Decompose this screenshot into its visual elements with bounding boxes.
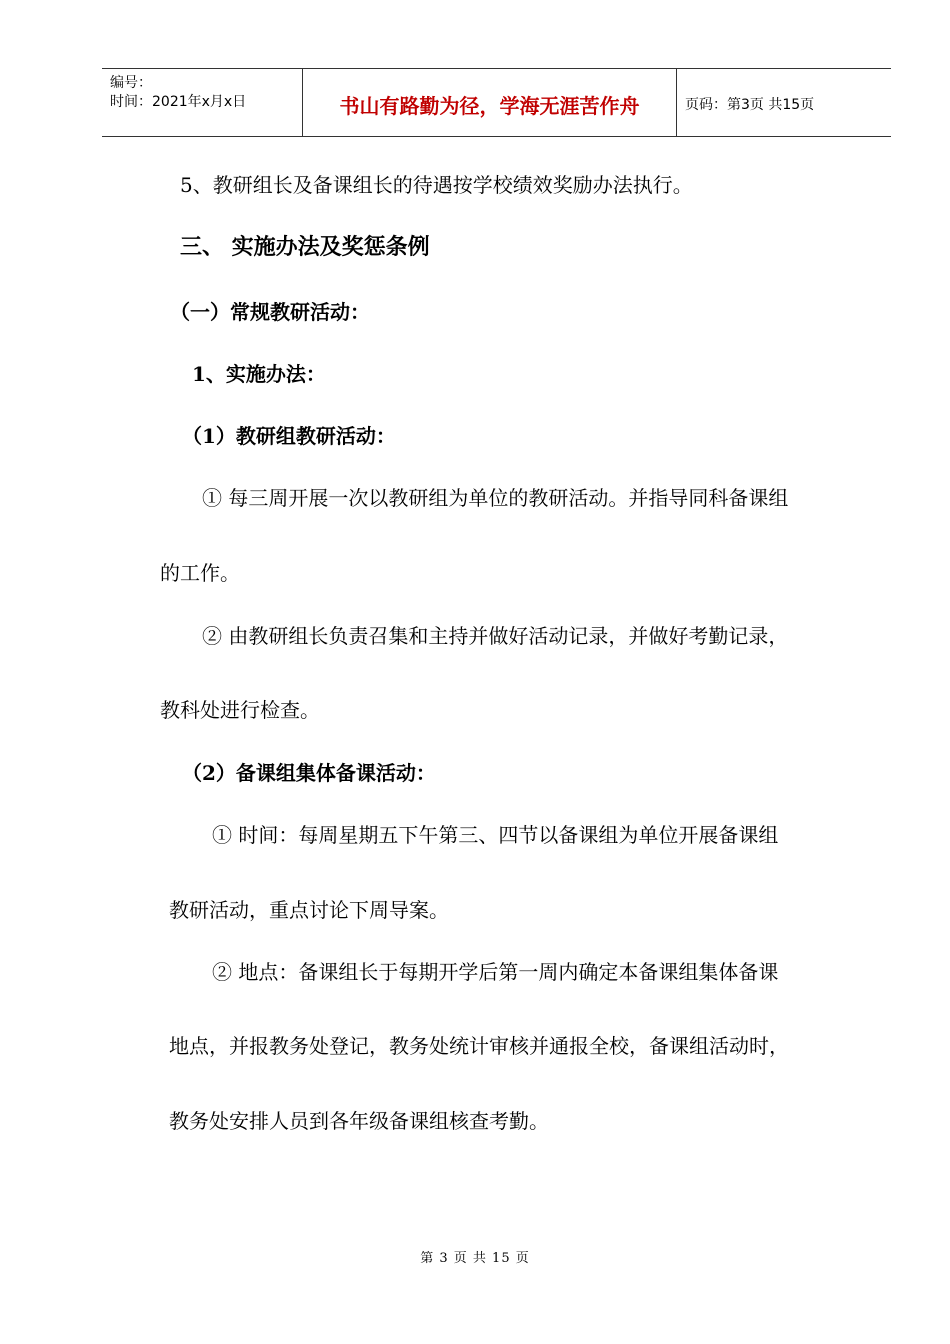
paragraph-1-1-b-line1: ② 由教研组长负责召集和主持并做好活动记录，并做好考勤记录， — [202, 624, 789, 648]
item-heading-1: 1、实施办法： — [192, 362, 326, 386]
page-footer: 第 3 页 共 15 页 — [420, 1251, 530, 1266]
subsection-heading-1: （一）常规教研活动： — [170, 300, 370, 324]
paragraph-item-5: 5、教研组长及备课组长的待遇按学校绩效奖励办法执行。 — [180, 173, 693, 197]
header-page-cell — [677, 69, 891, 136]
paragraph-1-1-a-line2: 的工作。 — [160, 561, 240, 585]
paragraph-1-1-b-line2: 教科处进行检查。 — [160, 698, 320, 722]
paragraph-1-2-a-line2: 教研活动，重点讨论下周导案。 — [169, 898, 449, 922]
page-header — [102, 68, 891, 137]
paragraph-1-2-b-line3: 教务处安排人员到各年级备课组核查考勤。 — [169, 1109, 549, 1133]
paragraph-1-2-b-line1: ② 地点：备课组长于每期开学后第一周内确定本备课组集体备课 — [212, 960, 779, 984]
document-date-label: 时间：2021年x月x日 — [110, 94, 247, 110]
header-motto-cell — [303, 69, 677, 136]
paragraph-1-1-a-line1: ① 每三周开展一次以教研组为单位的教研活动。并指导同科备课组 — [202, 486, 789, 510]
header-page-info: 页码：第3页 共15页 — [685, 97, 815, 113]
paragraph-1-2-b-line2: 地点，并报教务处登记，教务处统计审核并通报全校，备课组活动时， — [169, 1034, 789, 1058]
item-heading-1-2: （2）备课组集体备课活动： — [182, 761, 436, 785]
header-motto: 书山有路勤为径，学海无涯苦作舟 — [339, 94, 640, 118]
item-heading-1-1: （1）教研组教研活动： — [182, 424, 396, 448]
document-number-label: 编号： — [110, 75, 152, 91]
header-info-cell — [102, 69, 303, 136]
section-heading-3: 三、 实施办法及奖惩条例 — [180, 234, 430, 260]
paragraph-1-2-a-line1: ① 时间：每周星期五下午第三、四节以备课组为单位开展备课组 — [212, 823, 779, 847]
